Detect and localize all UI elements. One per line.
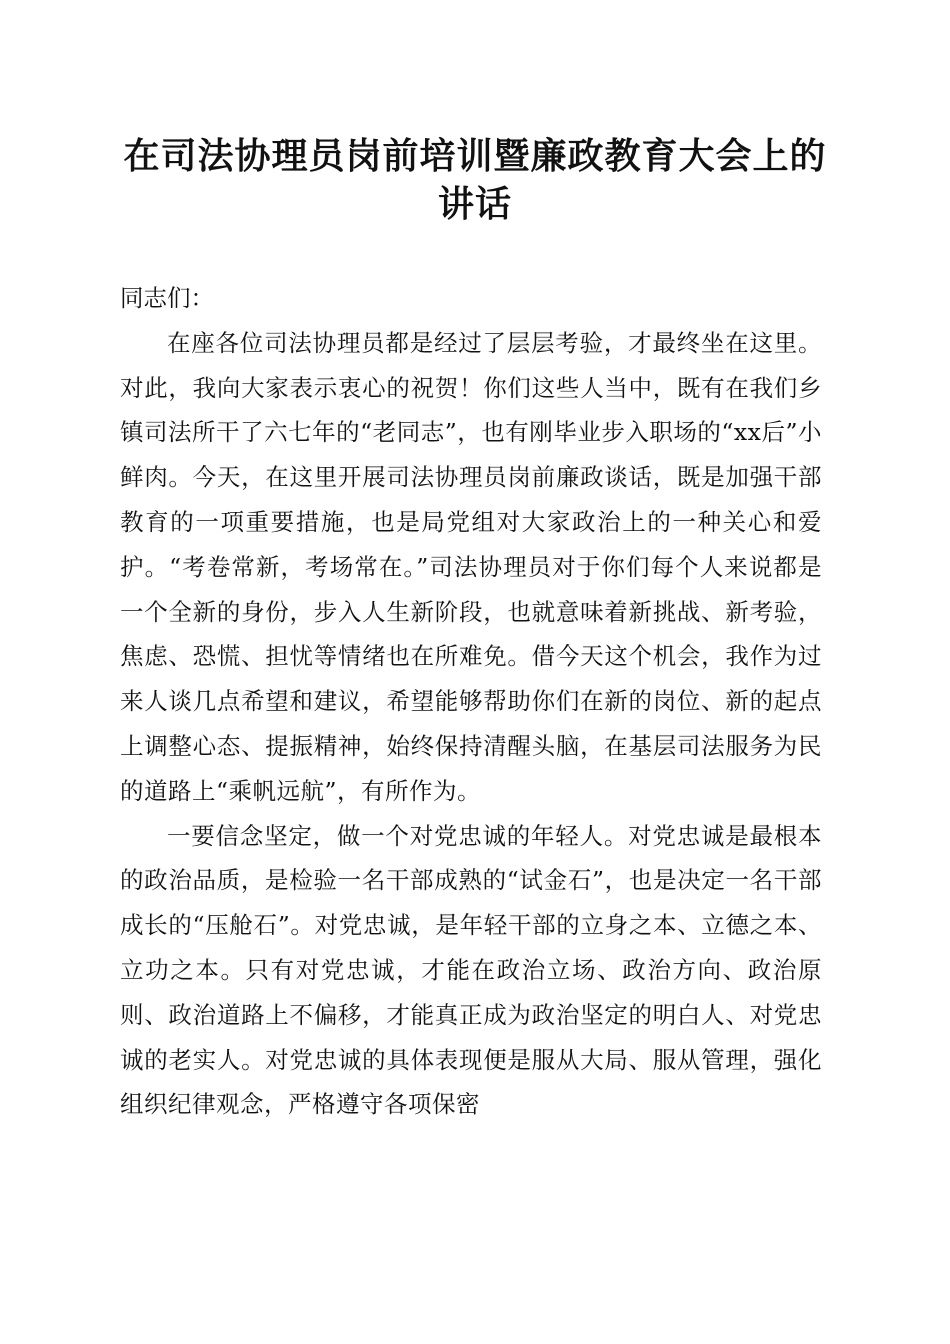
document-title: 在司法协理员岗前培训暨廉政教育大会上的讲话 (123, 135, 827, 225)
paragraph-point-one: 一要信念坚定，做一个对党忠诚的年轻人。对党忠诚是最根本的政治品质，是检验一名干部成熟的“试金石”，也是决定一名干部成长的“压舱石”。对党忠诚，是年轻干部的立身之本、立德之本、立功之本。只有对党忠诚，才能在政治立场、政治方向、政治原则、政治道路上不偏移，才能真正成为政治坚定的明白人、对党忠诚的老实人。对党忠诚的具体表现便是服从大局、服从管理，强化组织纪律观念，严格遵守各项保密 (120, 821, 822, 1119)
paragraph-intro: 在座各位司法协理员都是经过了层层考验，才最终坐在这里。对此，我向大家表示衷心的祝贺！你们这些人当中，既有在我们乡镇司法所干了六七年的“老同志”，也有刚毕业步入职场的“xx后”小鲜肉。今天，在这里开展司法协理员岗前廉政谈话，既是加强干部教育的一项重要措施，也是局党组对大家政治上的一种关心和爱护。“考卷常新，考场常在。”司法协理员对于你们每个人来说都是一个全新的身份，步入人生新阶段，也就意味着新挑战、新考验，焦虑、恐慌、担忧等情绪也在所难免。借今天这个机会，我作为过来人谈几点希望和建议，希望能够帮助你们在新的岗位、新的起点上调整心态、提振精神，始终保持清醒头脑，在基层司法服务为民的道路上“乘帆远航”，有所作为。 (120, 328, 822, 805)
document-body (120, 276, 822, 1127)
salutation: 同志们： (120, 284, 214, 312)
